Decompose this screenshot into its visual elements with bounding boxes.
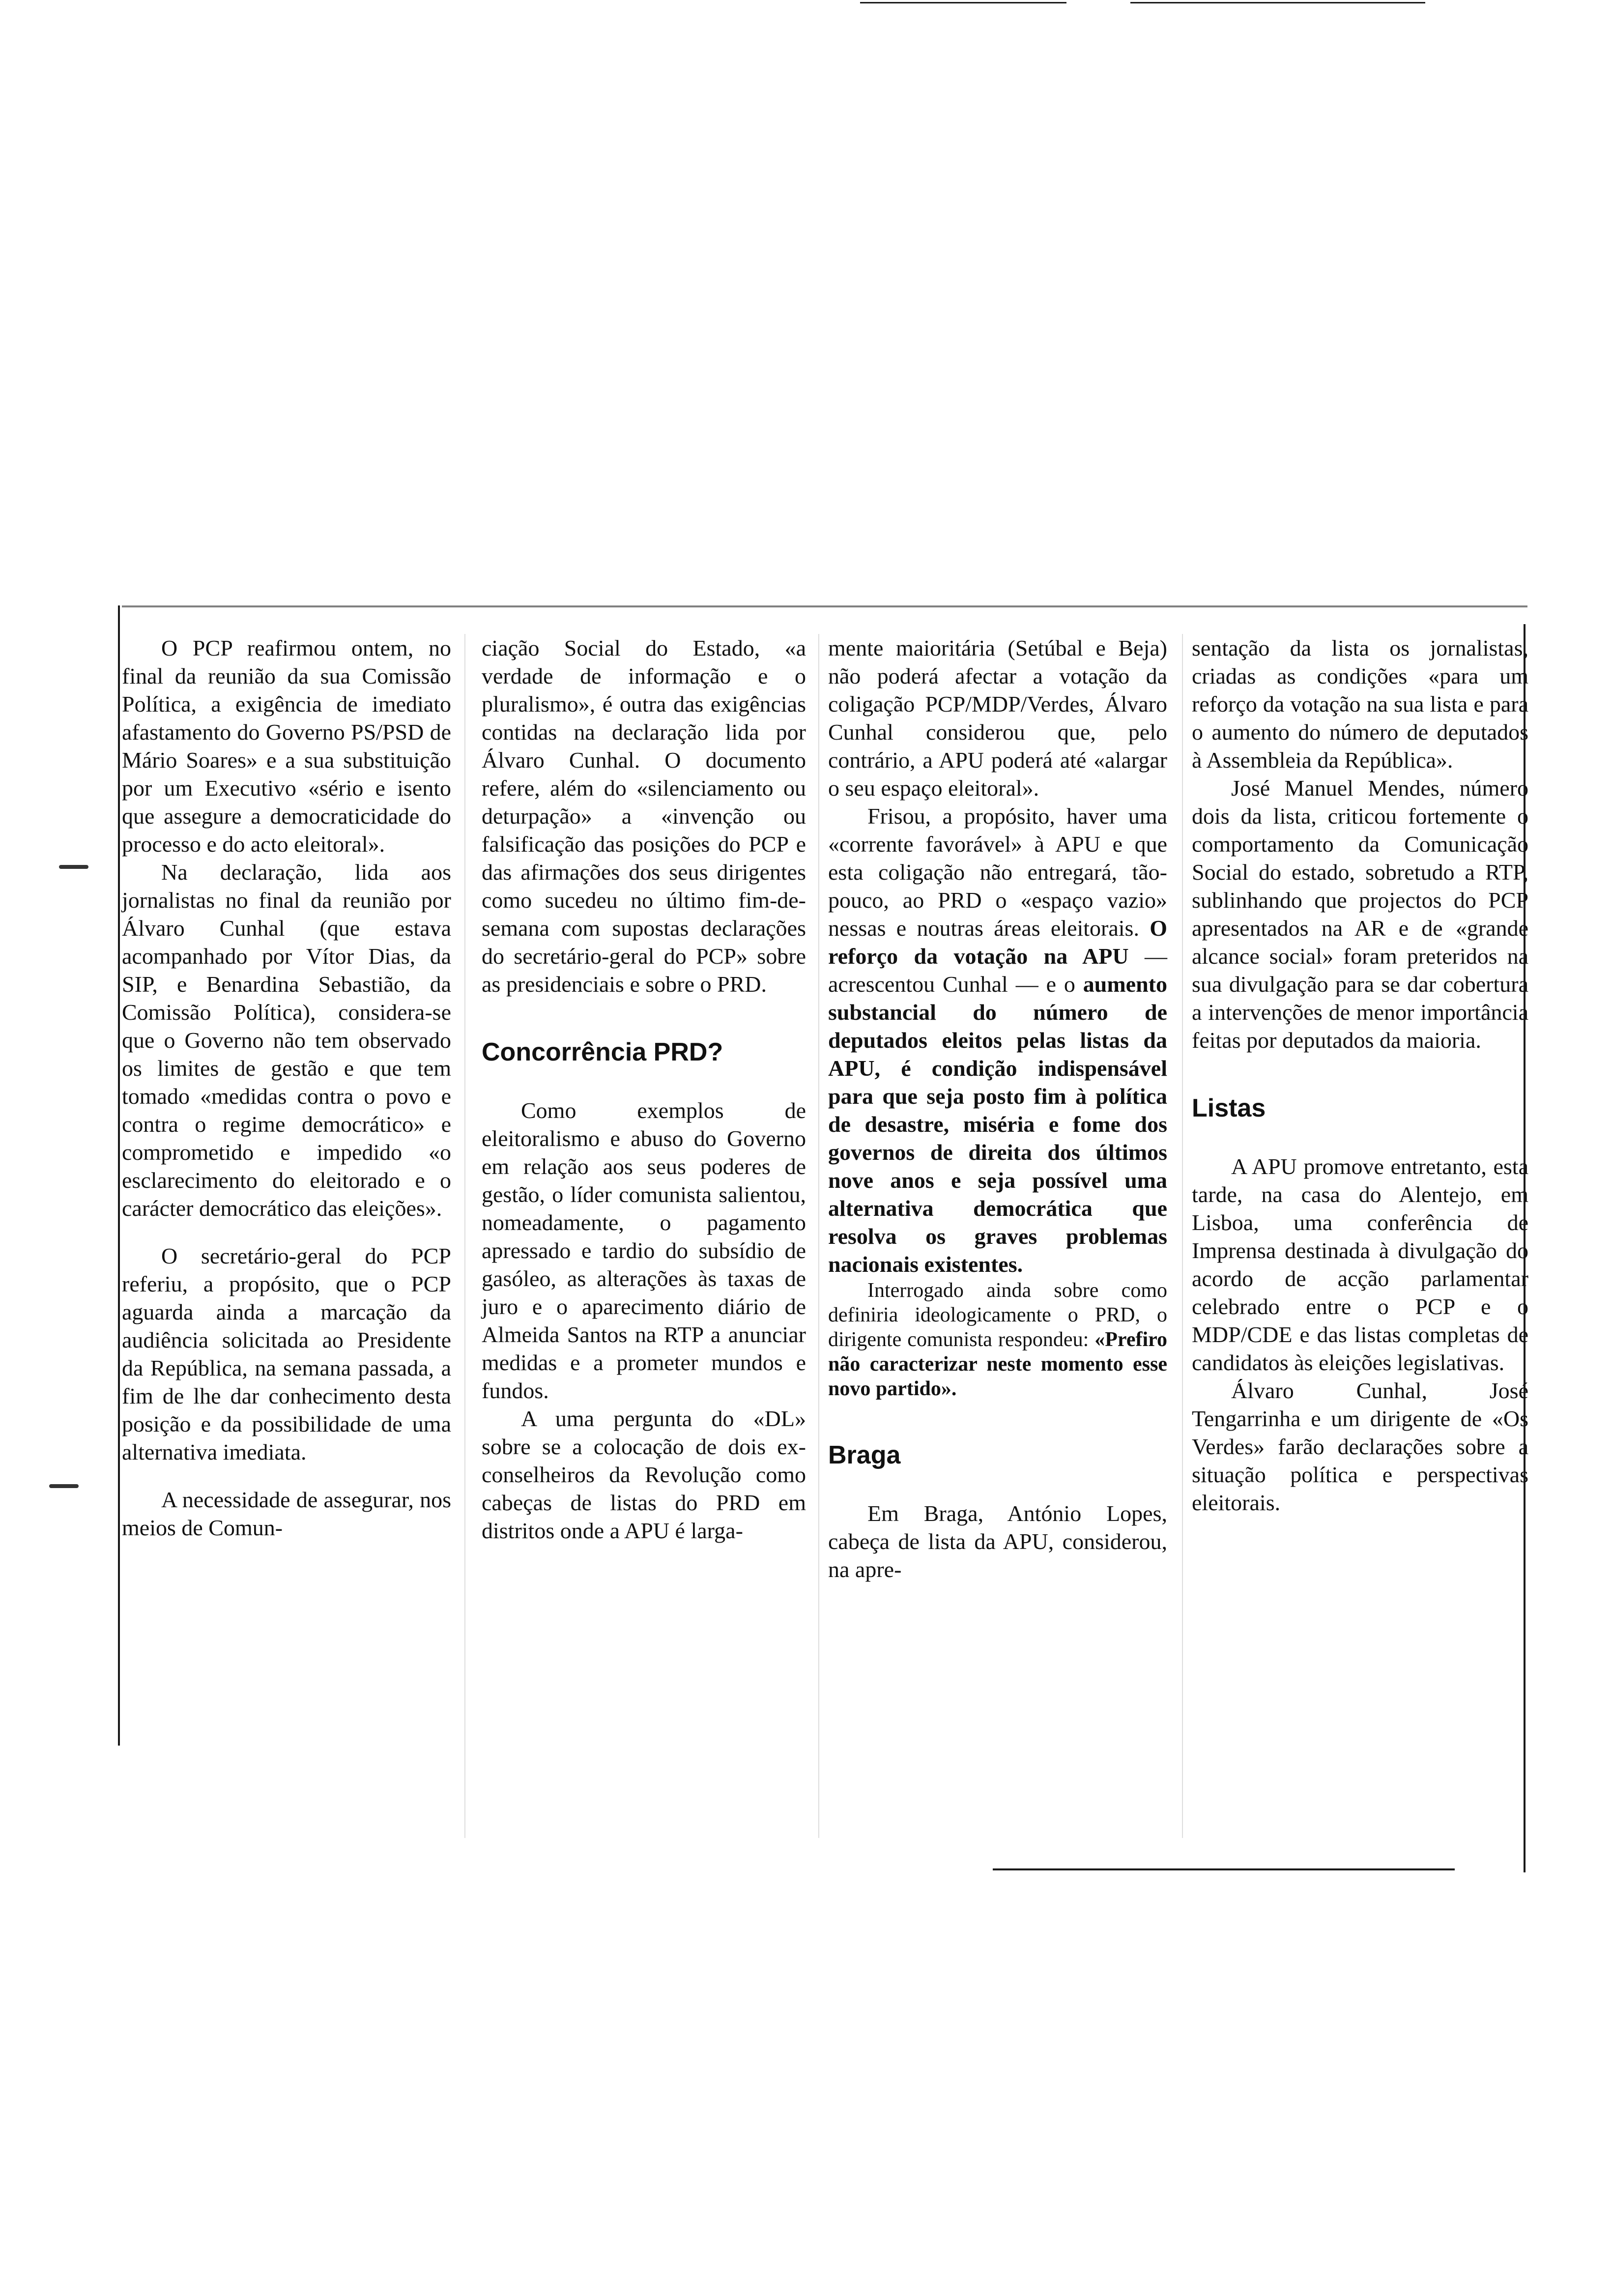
col1-paragraph-3: O secretário-geral do PCP referiu, a propósito, que o PCP aguarda ainda a marcação da audiência solicitada ao Presidente da República, na semana passada, a fim de lhe dar conhecimento desta posição e da possibilidade de uma alternativa imediata. bbox=[122, 1243, 451, 1464]
top-edge-rule-left bbox=[860, 2, 1066, 3]
top-edge-rule-right bbox=[1130, 2, 1425, 3]
article-column-2 bbox=[482, 634, 806, 1545]
subheading-concorrencia-prd: Concorrência PRD? bbox=[482, 1038, 723, 1066]
col3-paragraph-2-bold2: aumento substancial do número de deputados eleitos pelas listas da APU, é condição indispensável para que seja posto fim à política de desastre, miséria e fome dos governos de direita dos últimos nove anos e seja possível uma alternativa democrática que resolva os graves problemas nacionais existentes. bbox=[828, 972, 1167, 1277]
col3-paragraph-1: mente maioritária (Setúbal e Beja) não poderá afectar a votação da coligação PCP/MDP/Verdes, Álvaro Cunhal considerou que, pelo contrário, a APU poderá até «alargar o seu espaço eleitoral». bbox=[828, 635, 1167, 801]
col3-paragraph-3-text: Interrogado ainda sobre como definiria ideologicamente o PRD, o dirigente comunista respondeu: bbox=[828, 1279, 1167, 1351]
bottom-border-rule bbox=[993, 1868, 1455, 1870]
col4-paragraph-2: José Manuel Mendes, número dois da lista, criticou fortemente o comportamento da Comunicação Social do estado, sobretudo a RTP, sublinhando que projectos do PCP apresentados na AR e de «grande alcance social» foram preteridos na sua divulgação para se dar cobertura a intervenções de menor importância feitas por deputados da maioria. bbox=[1192, 775, 1528, 1053]
col4-paragraph-1: sentação da lista os jornalistas, criadas as condições «para um reforço da votação na sua lista e para o aumento do número de deputados à Assembleia da República». bbox=[1192, 635, 1528, 773]
col3-paragraph-2 bbox=[828, 802, 1167, 1278]
column-divider-2 bbox=[818, 634, 819, 1838]
top-border-rule bbox=[122, 605, 1527, 607]
col4-paragraph-4: Álvaro Cunhal, José Tengarrinha e um dirigente de «Os Verdes» farão declarações sobre a situação política e perspectivas eleitorais. bbox=[1192, 1378, 1528, 1515]
col1-paragraph-2: Na declaração, lida aos jornalistas no final da reunião por Álvaro Cunhal (que estava acompanhado por Vítor Dias, da SIP, e Benardina Sebastião, da Comissão Política), considera-se que o Governo não tem observado os limites de gestão e que tem tomado «medidas contra o povo e contra o regime democrático» e comprometido e impedido «o esclarecimento do eleitorado e o carácter democrático das eleições». bbox=[122, 860, 451, 1221]
left-border-rule bbox=[118, 605, 120, 1746]
col4-paragraph-3: A APU promove entretanto, esta tarde, na casa do Alentejo, em Lisboa, uma conferência de Imprensa destinada à divulgação do acordo de acção parlamentar celebrado entre o PCP e o MDP/CDE e das listas completas de candidatos às eleições legislativas. bbox=[1192, 1154, 1528, 1375]
col3-paragraph-2-bold: O reforço da votação na APU bbox=[828, 916, 1168, 969]
article-column-1 bbox=[122, 634, 451, 1542]
col2-paragraph-1: ciação Social do Estado, «a verdade de informação e o pluralismo», é outra das exigências contidas na declaração lida por Álvaro Cunhal. O documento refere, além do «silenciamento ou deturpação» a «invenção ou falsificação das posições do PCP e das afirmações dos seus dirigentes como sucedeu no último fim-de-semana com supostas declarações do secretário-geral do PCP» sobre as presidenciais e sobre o PRD. bbox=[482, 635, 806, 997]
margin-mark-1 bbox=[59, 865, 88, 869]
subheading-braga: Braga bbox=[828, 1441, 901, 1469]
subheading-listas: Listas bbox=[1192, 1094, 1266, 1122]
margin-mark-2 bbox=[49, 1484, 79, 1488]
column-divider-3 bbox=[1182, 634, 1183, 1838]
article-column-3 bbox=[828, 634, 1167, 1583]
col3-paragraph-4: Em Braga, António Lopes, cabeça de lista da APU, considerou, na apre- bbox=[828, 1501, 1167, 1582]
col2-paragraph-2: Como exemplos de eleitoralismo e abuso do Governo em relação aos seus poderes de gestão, o líder comunista salientou, nomeadamente, o pagamento apressado e tardio do subsídio de gasóleo, as alterações às taxas de juro e o aparecimento diário de Almeida Santos na RTP a anunciar medidas e a prometer mundos e fundos. bbox=[482, 1098, 806, 1403]
col2-paragraph-3: A uma pergunta do «DL» sobre se a colocação de dois ex-conselheiros da Revolução como cabeças de listas do PRD em distritos onde a APU é larga- bbox=[482, 1406, 806, 1543]
col3-paragraph-3-quote: «Prefiro não caracterizar neste momento esse novo partido». bbox=[828, 1328, 1167, 1400]
col3-paragraph-2-text: Frisou, a propósito, haver uma «corrente favorável» à APU e que esta coligação não entregará, tão-pouco, ao PRD o «espaço vazio» nessas e noutras áreas eleitorais. bbox=[828, 804, 1167, 941]
col1-paragraph-4: A necessidade de assegurar, nos meios de Comun- bbox=[122, 1487, 451, 1540]
article-column-4 bbox=[1192, 634, 1528, 1517]
col3-paragraph-2-mid: — acrescentou Cunhal — e o bbox=[828, 944, 1167, 997]
col1-paragraph-1: O PCP reafirmou ontem, no final da reunião da sua Comissão Política, a exigência de imediato afastamento do Governo PS/PSD de Mário Soares» e a sua substituição por um Executivo «sério e isento que assegure a democraticidade do processo e do acto eleitoral». bbox=[122, 635, 451, 857]
column-divider-1 bbox=[464, 634, 465, 1838]
col3-paragraph-3 bbox=[828, 1278, 1167, 1401]
